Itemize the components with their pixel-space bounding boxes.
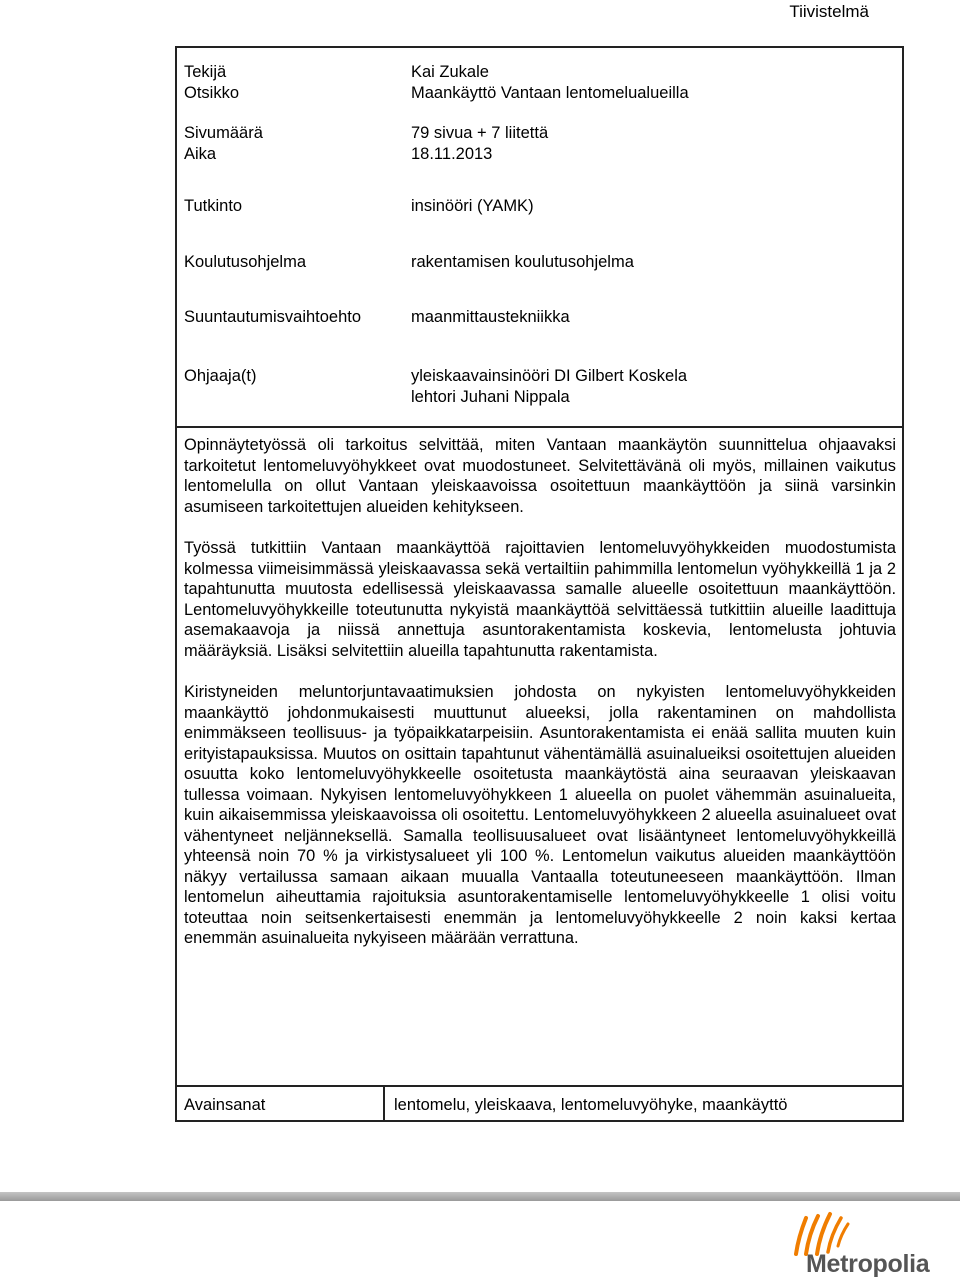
abstract-paragraph: Työssä tutkittiin Vantaan maankäyttöä rajoittavien lentomeluvyöhykkeiden muodostumista kolmessa viimeisimmässä yleiskaavassa sekä vertailtiin pahimmilla lentomelun vyöhykkeillä 1 ja 2 tapahtunutta muutosta edellisessä yleiskaavassa samalle alueelle osoitettuun maankäyttöön. Lentomeluvyöhykkeille toteutunutta nykyistä maankäyttöä selvittäessä tutkittiin alueille laadittuja asemakaavoja ja niissä annettuja asuntorakentamista koskevia, lentomelusta johtuvia määräyksiä. Lisäksi selvitettiin alueilla tapahtunutta rakentamista. [184,539,896,660]
document-type-label: Tiivistelmä [789,2,869,21]
abstract-paragraph: Opinnäytetyössä oli tarkoitus selvittää, miten Vantaan maankäytön suunnittelua ohjaavaksi tarkoitetut lentomeluvyöhykkeet ovat muodostuneet. Selvitettävänä oli myös, millainen vaikutus lentomelulla on ollut Vantaan yleiskaavoissa osoitettuun maankäyttöön ja siinä varsinkin asumiseen tarkoitettujen alueiden kehitykseen. [184,436,896,516]
keywords-label: Avainsanat [184,1096,266,1114]
keywords-value: lentomelu, yleiskaava, lentomeluvyöhyke, maankäyttö [394,1096,788,1114]
abstract-form [175,46,904,1122]
keywords-divider [383,1087,385,1122]
abstract-paragraph: Kiristyneiden meluntorjuntavaatimuksien johdosta on nykyisten lentomeluvyöhykkeiden maankäyttö johdonmukaisesti muuttunut alueeksi, jolla rakentaminen on mahdollista enimmäkseen teollisuus- ja työpaikkatarpeisiin. Asuntorakentamista ei enää sallita muuten kuin erityistapauksissa. Muutos on osittain tapahtunut vähentämällä asuinalueiksi osoitettujen alueiden osuutta koko lentomeluvyöhykkeelle osoitetusta maankäytöstä aina seuraavan yleiskaavan tullessa voimaan. Nykyisen lentomeluvyöhykkeen 1 alueella on puolet vähemmän asuinalueita, kuin aikaisemmissa yleiskaavoissa oli osoitettu. Lentomeluvyöhykkeen 2 alueella asuinalueet ovat vähentyneet neljänneksellä. Samalla teollisuusalueet ovat lisääntyneet lentomeluvyöhykkeillä yhteensä noin 70 % ja virkistysalueet yli 100 %. Lentomelun vaikutus alueiden maankäyttöön näkyy vertailussa samaan aikaan muualla Vantaalla toteutuneeseen maankäyttöön. Ilman lentomelun aiheuttamia rajoituksia asuntorakentamiselle lentomeluvyöhykkeelle 1 olisi voitu toteuttaa noin seitsenkertaisesti enemmän ja lentomeluvyöhykkeelle 2 noin kaksi kertaa enemmän asuinalueita nykyiseen määrään verrattuna. [184,683,896,947]
metropolia-logo-text: Metropolia [806,1250,930,1278]
author-label: Tekijä [184,63,227,81]
degree-value: insinööri (YAMK) [411,197,534,215]
date-value: 18.11.2013 [411,145,493,163]
date-label: Aika [184,145,217,163]
author-value: Kai Zukale [411,63,489,81]
keywords-row [177,1085,902,1122]
title-label: Otsikko [184,84,240,102]
programme-label: Koulutusohjelma [184,253,306,271]
programme-value: rakentamisen koulutusohjelma [411,253,634,271]
metropolia-logo [790,1210,940,1278]
footer-band [0,1192,960,1201]
specialisation-label: Suuntautumisvaihtoehto [184,308,362,326]
pages-value: 79 sivua + 7 liitettä [411,124,549,142]
abstract-body [184,435,896,970]
instructors-label: Ohjaaja(t) [184,367,257,385]
instructor-1: yleiskaavainsinööri DI Gilbert Koskela [411,367,688,385]
pages-label: Sivumäärä [184,124,263,142]
degree-label: Tutkinto [184,197,243,215]
title-value: Maankäyttö Vantaan lentomelualueilla [411,84,689,102]
instructor-2: lehtori Juhani Nippala [411,388,570,406]
section-divider [177,426,902,428]
specialisation-value: maanmittaustekniikka [411,308,570,326]
